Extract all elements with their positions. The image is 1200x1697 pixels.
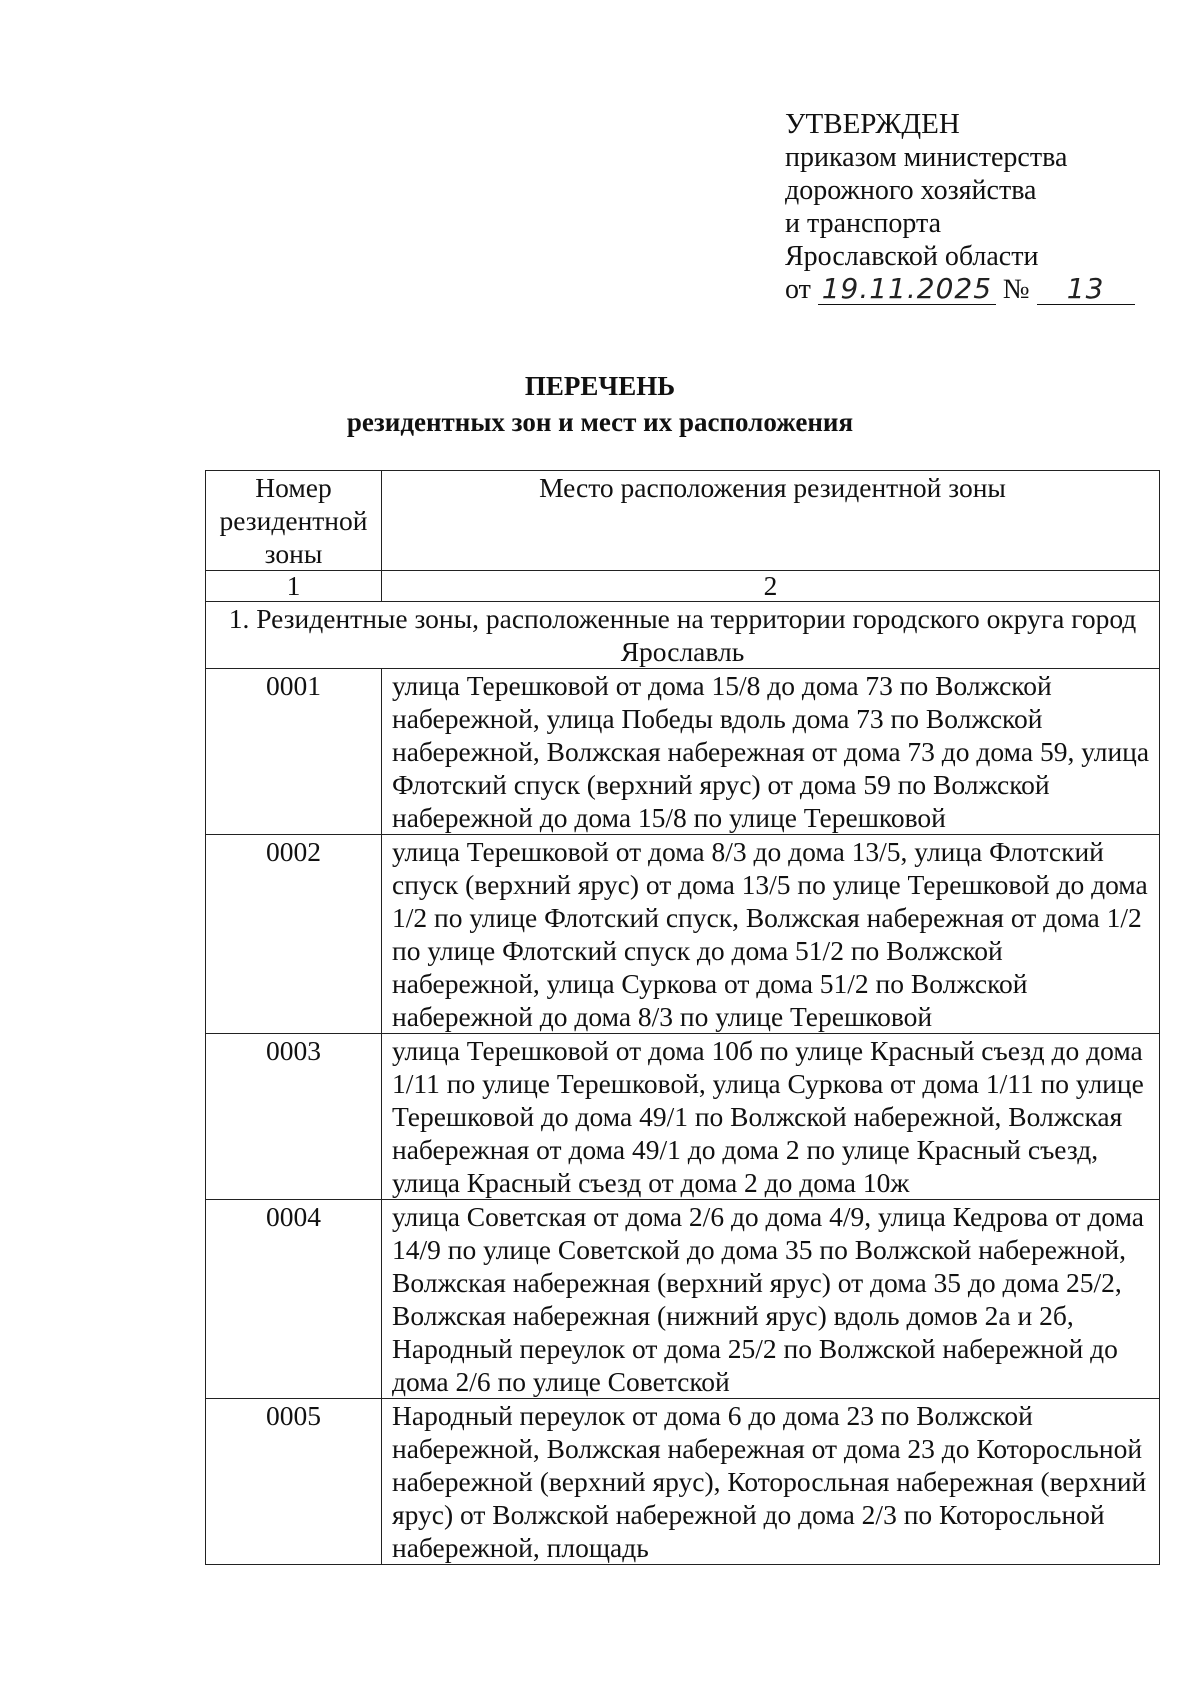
- title-line-2: резидентных зон и мест их расположения: [346, 407, 854, 437]
- zone-number: 0005: [206, 1399, 382, 1565]
- approval-line: и транспорта: [785, 208, 942, 239]
- table-row: [206, 669, 1160, 835]
- zone-location: улица Терешковой от дома 15/8 до дома 73 по Волжской набережной, улица Победы вдоль дома 73 по Волжской набережной, Волжская набережная от дома 73 до дома 59, улица Флотский спуск (верхний ярус) от дома 59 по Волжской набережной до дома 15/8 по улице Терешковой: [382, 669, 1160, 835]
- zone-number: 0004: [206, 1200, 382, 1399]
- column-number: 1: [206, 571, 382, 602]
- approval-stamp: [785, 108, 1135, 306]
- date-prefix: от: [785, 274, 811, 305]
- document-title: [0, 368, 1200, 440]
- approval-line: дорожного хозяйства: [785, 175, 1037, 206]
- zone-number: 0003: [206, 1034, 382, 1200]
- column-number-row: [206, 571, 1160, 602]
- table-row: [206, 1034, 1160, 1200]
- zone-number: 0001: [206, 669, 382, 835]
- zone-location: улица Терешковой от дома 10б по улице Красный съезд до дома 1/11 по улице Терешковой, улица Суркова от дома 1/11 по улице Терешковой до дома 49/1 по Волжской набережной, Волжская набережная от дома 49/1 до дома 2 по улице Красный съезд, улица Красный съезд от дома 2 до дома 10ж: [382, 1034, 1160, 1200]
- approval-title: УТВЕРЖДЕН: [785, 108, 960, 140]
- header-zone-location: Место расположения резидентной зоны: [382, 471, 1160, 571]
- title-line-1: ПЕРЕЧЕНЬ: [524, 371, 676, 401]
- approval-date-line: [785, 273, 1135, 306]
- table-header-row: [206, 471, 1160, 571]
- resident-zones-table: [205, 470, 1160, 1565]
- section-heading: 1. Резидентные зоны, расположенные на территории городского округа город Ярославль: [206, 602, 1160, 669]
- approval-line: приказом министерства: [785, 142, 1068, 173]
- column-number: 2: [382, 571, 1160, 602]
- handwritten-number: 13: [1037, 274, 1135, 305]
- table-row: [206, 835, 1160, 1034]
- table-row: [206, 1399, 1160, 1565]
- zone-number: 0002: [206, 835, 382, 1034]
- number-prefix: №: [1002, 274, 1030, 305]
- zone-location: улица Советская от дома 2/6 до дома 4/9, улица Кедрова от дома 14/9 по улице Советской до дома 35 по Волжской набережной, Волжская набережная (верхний ярус) от дома 35 до дома 25/2, Волжская набережная (нижний ярус) вдоль домов 2а и 2б, Народный переулок от дома 25/2 по Волжской набережной до дома 2/6 по улице Советской: [382, 1200, 1160, 1399]
- zone-location: улица Терешковой от дома 8/3 до дома 13/5, улица Флотский спуск (верхний ярус) от дома 13/5 по улице Терешковой до дома 1/2 по улице Флотский спуск, Волжская набережная от дома 1/2 по улице Флотский спуск до дома 51/2 по Волжской набережной, улица Суркова от дома 51/2 по Волжской набережной до дома 8/3 по улице Терешковой: [382, 835, 1160, 1034]
- handwritten-date: 19.11.2025: [818, 274, 996, 305]
- approval-line: Ярославской области: [785, 241, 1039, 272]
- header-zone-number: Номер резидентной зоны: [206, 471, 382, 571]
- zone-location: Народный переулок от дома 6 до дома 23 по Волжской набережной, Волжская набережная от дома 23 до Которосльной набережной (верхний ярус), Которосльная набережная (верхний ярус) от Волжской набережной до дома 2/3 по Которосльной набережной, площадь: [382, 1399, 1160, 1565]
- table-row: [206, 1200, 1160, 1399]
- section-row: [206, 602, 1160, 669]
